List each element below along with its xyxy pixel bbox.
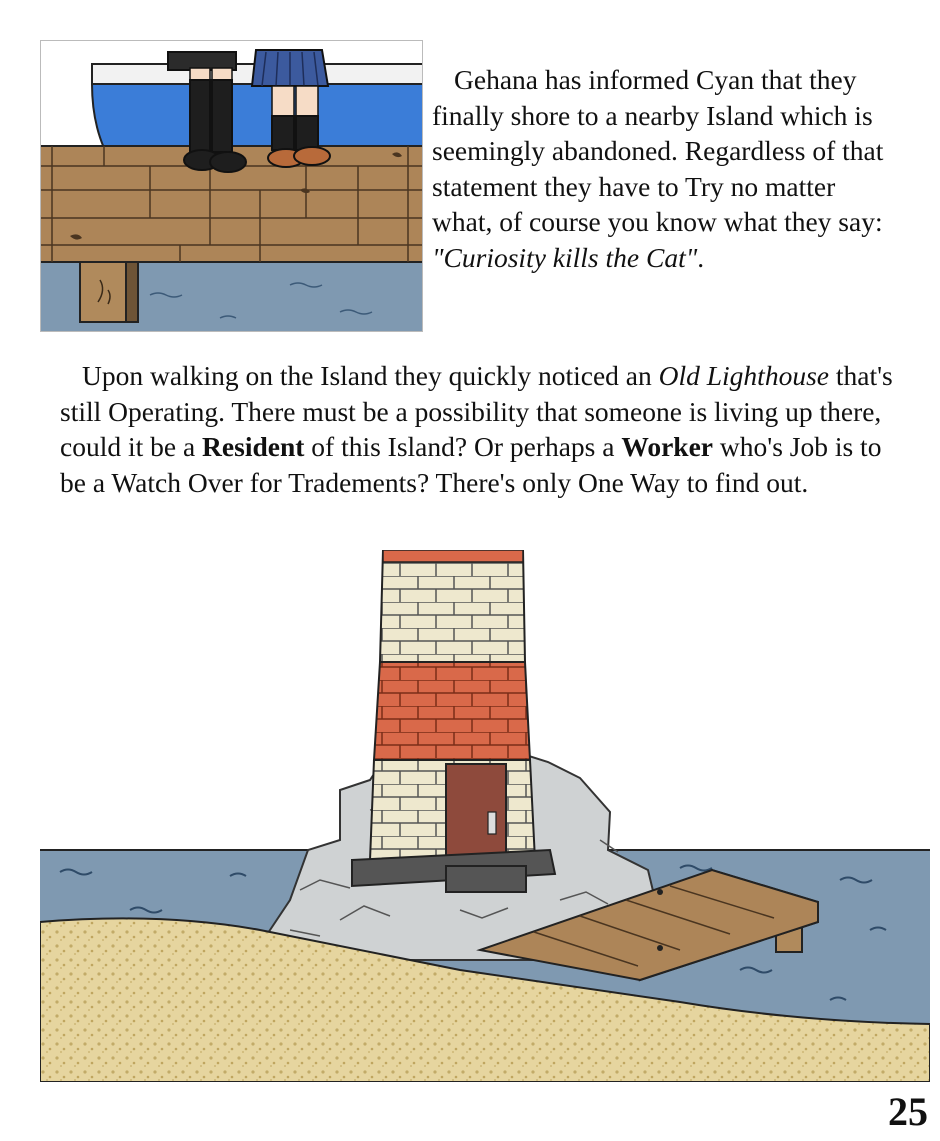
story-paragraph-2	[60, 358, 910, 500]
dock-illustration	[40, 40, 423, 332]
paragraph-2-part-1: Upon walking on the Island they quickly noticed an	[82, 360, 652, 391]
door-step	[446, 866, 526, 892]
paragraph-2-part-3: of this Island? Or perhaps a	[311, 431, 615, 462]
resident-term: Resident	[202, 431, 305, 462]
lighthouse-illustration-panel	[40, 550, 930, 1082]
paragraph-2-part-4: who's Job is to be a Watch Over for Tradements? There's only One Way to find out.	[60, 431, 882, 498]
page-number: 25	[888, 1089, 928, 1134]
lighthouse-illustration	[40, 550, 930, 1082]
door-handle	[488, 812, 496, 834]
lighthouse-door	[446, 764, 506, 864]
paragraph-1-text: Gehana has informed Cyan that they finally shore to a nearby Island which is seemingly abandoned. Regardless of that statement they have to Try no matter what, of course you know what they say:	[432, 64, 884, 237]
curiosity-quote: "Curiosity kills the Cat"	[432, 241, 698, 273]
dock-illustration-panel	[40, 40, 423, 332]
worker-term: Worker	[621, 431, 713, 462]
paragraph-2-part-2: that's still Operating. There must be a possibility that someone is living up there, could it be a	[60, 360, 893, 462]
boat-hull	[92, 84, 423, 148]
paragraph-1-end: .	[697, 241, 705, 273]
story-paragraph-1	[432, 62, 902, 275]
lighthouse-tower	[352, 550, 555, 892]
old-lighthouse-term: Old Lighthouse	[658, 360, 829, 391]
